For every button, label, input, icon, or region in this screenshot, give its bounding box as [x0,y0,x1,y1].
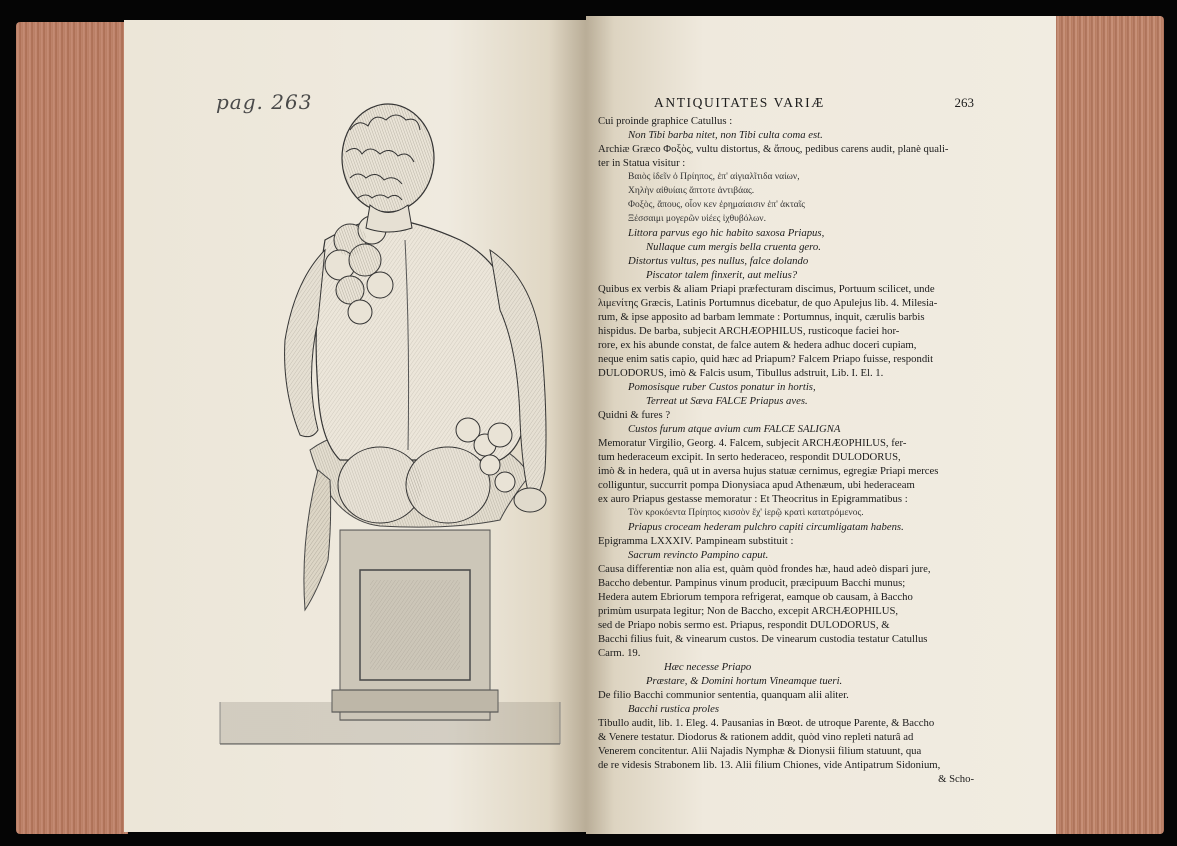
text-line: Quidni & fures ? [598,409,671,421]
text-column [598,96,974,786]
book-edge-right [1054,16,1164,834]
statue-engraving [200,90,570,750]
text-line: & Venere testatur. Diodorus & rationem addit, quòd vino repleti naturâ ad [598,731,914,743]
text-line: rore, ex his abunde constat, de falce autem & hedera adhuc doceri cupiam, [598,339,917,351]
text-line: Causa differentiæ non alia est, quàm quòd frondes hæ, haud adeò dispari jure, [598,563,931,575]
text-line: primùm usurpata legitur; Non de Baccho, excepit ARCHÆOPHILUS, [598,605,899,617]
latin-verse-line: Terreat ut Sæva FALCE Priapus aves. [646,395,808,407]
text-line: ter in Statua visitur : [598,157,686,169]
text-line: tum hederaceum excipit. In serto hederaceo, respondit DULODORUS, [598,451,901,463]
text-line: Tibullo audit, lib. 1. Eleg. 4. Pausanias in Bœot. de utroque Parente, & Baccho [598,717,935,729]
text-line: sed de Priapo nobis sermo est. Priapus, respondit DULODORUS, & [598,619,890,631]
latin-verse-line: Præstare, & Domini hortum Vineamque tueri. [646,675,843,687]
text-line: Epigramma LXXXIV. Pampineam substituit : [598,535,794,547]
latin-verse-line: Distortus vultus, pes nullus, falce dolando [628,255,809,267]
greek-verse-line: Φοξὸς, ἄπους, οἷον κεν ἐρημαίαισιν ἐπ' ἀκταῖς [628,200,806,210]
latin-verse-line: Custos furum atque avium cum FALCE SALIGNA [628,423,841,435]
latin-verse-line: Bacchi rustica proles [628,703,720,715]
latin-verse-line: Priapus croceam hederam pulchro capiti circumligatam habens. [628,521,904,533]
book-edge-left [16,22,128,834]
running-head [654,96,974,110]
text-line: hispidus. De barba, subjecit ARCHÆOPHILUS, rusticoque faciei hor- [598,325,900,337]
latin-verse-line: Nullaque cum mergis bella cruenta gero. [646,241,821,253]
latin-verse-line: Non Tibi barba nitet, non Tibi culta coma est. [628,129,823,141]
text-line: Carm. 19. [598,647,641,659]
latin-verse-line: Littora parvus ego hic habito saxosa Priapus, [628,227,825,239]
text-line: Cui proinde graphice Catullus : [598,115,733,127]
text-line: rum, & ipse apposito ad barbam lemmate : Portumnus, inquit, cærulis barbis [598,311,925,323]
latin-verse-line: Hæc necesse Priapo [664,661,752,673]
latin-verse-line: Sacrum revincto Pampino caput. [628,549,769,561]
text-line: λιμενίτης Græcis, Latinis Portumnus dicebatur, de quo Apulejus lib. 4. Milesia- [598,297,938,309]
text-line: De filio Bacchi communior sententia, quanquam alii aliter. [598,689,849,701]
text-line: Memoratur Virgilio, Georg. 4. Falcem, subjecit ARCHÆOPHILUS, fer- [598,437,907,449]
greek-verse-line: Ξέσσαιμι μογερῶν υἱέες ἰχθυβόλων. [628,214,766,224]
text-line: colliguntur, succurrit pompa Dionysiaca apud Athenæum, ubi hederaceam [598,479,915,491]
greek-verse-line: Τὸν κροκόεντα Πρίηπος κισσὸν ἔχ' ἱερῷ κρατὶ κατατρόμενος. [628,508,864,518]
greek-verse-line: Χηλὴν αἰθυίαις ἄπτοτε ἀντιβάας. [628,186,755,196]
greek-verse-line: Βαιὸς ἰδεῖν ὁ Πρίηπος, ἐπ' αἰγιαλῖτιδα ναίων, [628,172,800,182]
text-line: imò & in hedera, quâ ut in aversa hujus statuæ cernimus, egregiæ Priapi merces [598,465,939,477]
text-lines [598,114,974,772]
catchword: & Scho- [938,773,974,785]
text-line: Archiæ Græco Φοξὸς, vultu distortus, & ἄπους, pedibus carens audit, planè quali- [598,143,949,155]
text-line: Hedera autem Ebriorum tempora refrigerat, eamque ob causam, à Baccho [598,591,913,603]
latin-verse-line: Pomosisque ruber Custos ponatur in hortis, [628,381,816,393]
text-line: ex auro Priapus gestasse memoratur : Et Theocritus in Epigrammatibus : [598,493,908,505]
text-line: DULODORUS, imò & Falcis usum, Tibullus adstruit, Lib. I. El. 1. [598,367,884,379]
text-line: de re videsis Strabonem lib. 13. Alii filium Chiones, vide Antipatrum Sidonium, [598,759,941,771]
page-number: 263 [954,95,974,110]
text-line: Bacchi filius fuit, & vinearum custos. De vinearum custodia testatur Catullus [598,633,928,645]
text-line: Venerem concitentur. Alii Najadis Nymphæ & Dionysii filium statuunt, qua [598,745,922,757]
handwritten-page-note: pag. 263 [216,90,313,114]
text-line: Quibus ex verbis & aliam Priapi præfecturam discimus, Portuum scilicet, unde [598,283,935,295]
latin-verse-line: Piscator talem finxerit, aut melius? [646,269,798,281]
text-line: neque enim satis capio, quid hæc ad Priapum? Falcem Priapo fuisse, respondit [598,353,934,365]
running-head-title: ANTIQUITATES VARIÆ [654,95,825,110]
text-line: Baccho debentur. Pampinus vinum producit, præcipuum Bacchi munus; [598,577,906,589]
